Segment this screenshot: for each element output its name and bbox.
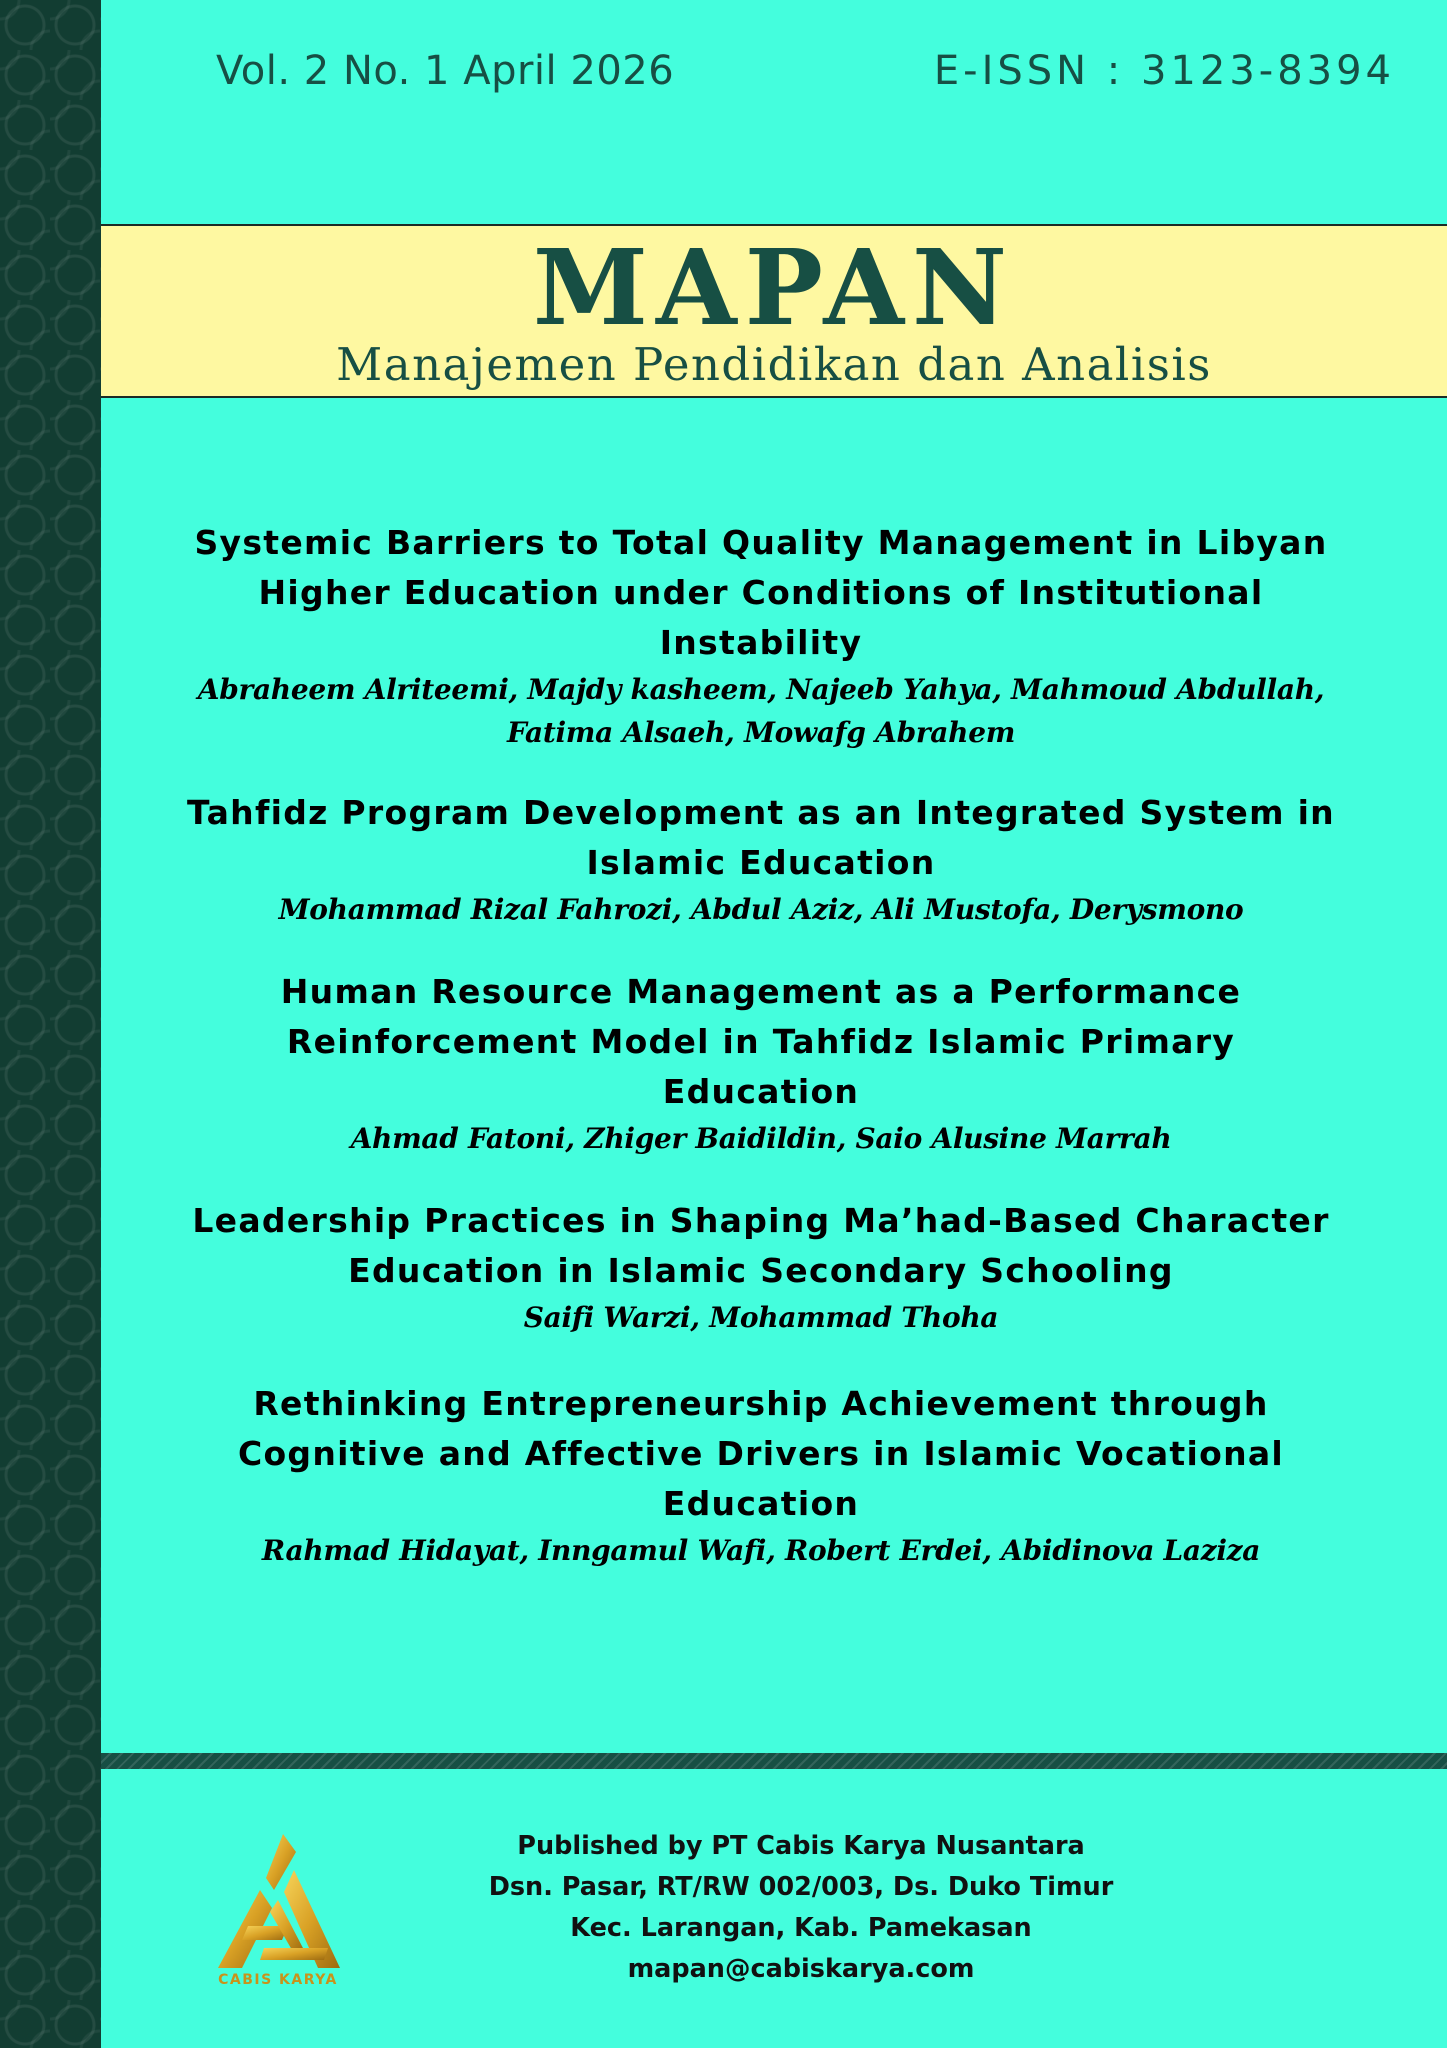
publisher-name: Published by PT Cabis Karya Nusantara (517, 1831, 1085, 1861)
article-entry (161, 518, 1361, 754)
article-authors: Mohammad Rizal Fahrozi, Abdul Aziz, Ali Mustofa, Derysmono (278, 893, 1244, 926)
journal-name: MAPAN (532, 226, 1016, 349)
publisher-email: mapan@cabiskarya.com (627, 1954, 975, 1984)
article-entry (161, 967, 1361, 1160)
article-entry (161, 1379, 1361, 1572)
journal-title-band (101, 224, 1447, 398)
article-authors: Rahmad Hidayat, Inngamul Wafi, Robert Erdei, Abidinova Laziza (261, 1534, 1261, 1567)
footer-divider (101, 1753, 1447, 1769)
article-authors: Saifi Warzi, Mohammad Thoha (523, 1301, 999, 1334)
journal-subtitle: Manajemen Pendidikan dan Analisis (336, 338, 1212, 391)
article-authors: Abraheem Alriteemi, Majdy kasheem, Najeeb Yahya, Mahmoud Abdullah, Fatima Alsaeh, Mowafg Abrahem (197, 673, 1325, 749)
publisher-logo (208, 1830, 348, 1990)
cabis-karya-logo-icon (208, 1830, 348, 1972)
article-title: Systemic Barriers to Total Quality Management in Libyan Higher Education under Conditions of Institutional Instability (194, 523, 1328, 662)
publisher-info (341, 1826, 1261, 1990)
article-entry (161, 788, 1361, 931)
publisher-address-line-1: Dsn. Pasar, RT/RW 002/003, Ds. Duko Timur (488, 1872, 1114, 1902)
journal-cover (101, 0, 1447, 2048)
issue-eissn: E-ISSN : 3123-8394 (933, 48, 1395, 94)
table-of-contents (161, 518, 1361, 1572)
article-title: Tahfidz Program Development as an Integrated System in Islamic Education (187, 793, 1335, 882)
cover-spine-pattern (0, 0, 101, 2048)
issue-volume: Vol. 2 No. 1 April 2026 (216, 48, 675, 94)
logo-wordmark: CABIS KARYA (218, 1972, 338, 1988)
article-title: Rethinking Entrepreneurship Achievement through Cognitive and Affective Drivers in Islamic Vocational Education (237, 1384, 1285, 1523)
article-entry (161, 1196, 1361, 1339)
article-authors: Ahmad Fatoni, Zhiger Baidildin, Saio Alusine Marrah (350, 1122, 1172, 1155)
article-title: Human Resource Management as a Performance Reinforcement Model in Tahfidz Islamic Primary Education (280, 972, 1242, 1111)
article-title: Leadership Practices in Shaping Ma’had-Based Character Education in Islamic Secondary Schooling (192, 1201, 1330, 1290)
publisher-address-line-2: Kec. Larangan, Kab. Pamekasan (570, 1913, 1032, 1943)
